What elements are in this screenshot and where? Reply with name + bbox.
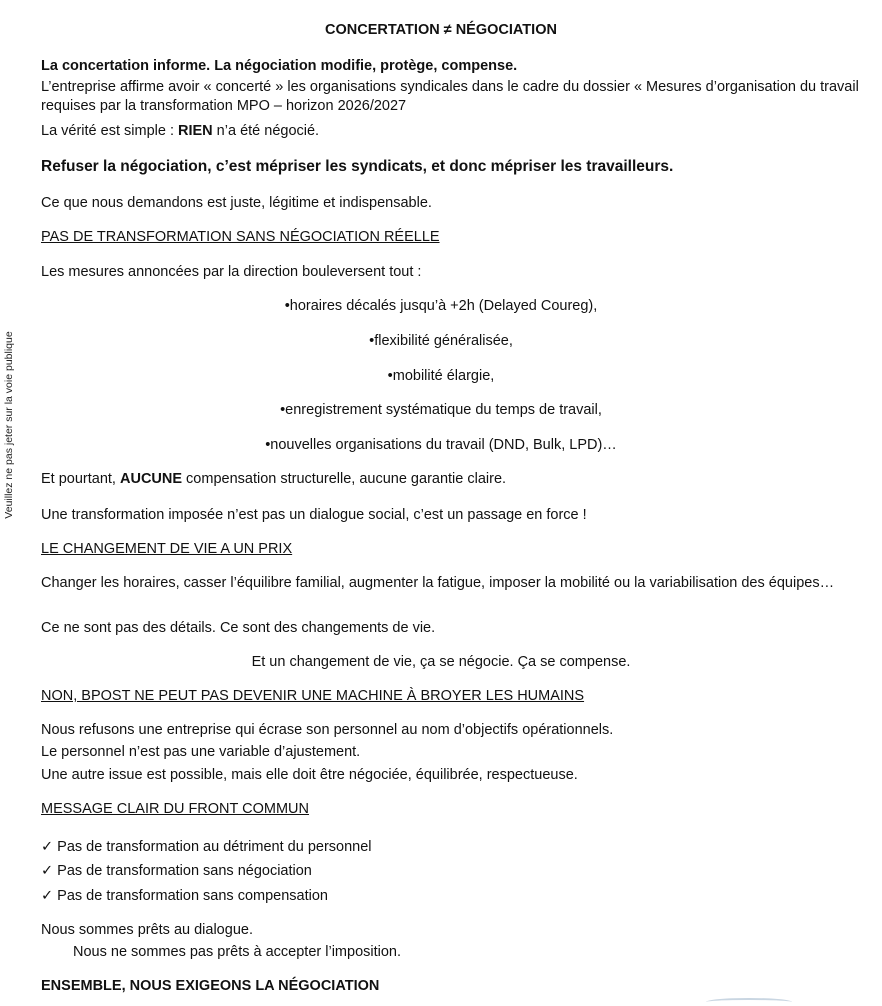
imposed-line: Une transformation imposée n’est pas un dialogue social, c’est un passage en force ! [41,507,587,523]
truth-bold: RIEN [178,123,213,139]
imposition-line: Nous ne sommes pas prêts à accepter l’imposition. [73,944,402,960]
closing-line: ENSEMBLE, NOUS EXIGEONS LA NÉGOCIATION [41,978,380,994]
section2-heading: LE CHANGEMENT DE VIE A UN PRIX [41,541,293,557]
section2-line: Ce ne sont pas des détails. Ce sont des changements de vie. [41,620,436,636]
intro-paragraph: L’entreprise affirme avoir « concerté » les organisations syndicales dans le cadre du dossier « Mesures d’organisation du travail requises par la transformation MPO – horizon 2026/2027 [41,79,859,114]
check-icon: ✓ [41,863,54,879]
bullet-item: •nouvelles organisations du travail (DND, Bulk, LPD)… [265,437,617,453]
check-item-label: Pas de transformation au détriment du personnel [57,839,372,855]
page-title: CONCERTATION ≠ NÉGOCIATION [325,22,557,38]
section1-intro: Les mesures annoncées par la direction bouleversent tout : [41,264,422,280]
pourtant-prefix: Et pourtant, [41,471,120,487]
bullet-item: •horaires décalés jusqu’à +2h (Delayed Coureg), [284,298,598,314]
intro-lead: La concertation informe. La négociation modifie, protège, compense. [41,58,518,74]
section2-centered: Et un changement de vie, ça se négocie. Ça se compense. [251,654,631,670]
pourtant-suffix: compensation structurelle, aucune garantie claire. [182,471,507,487]
check-icon: ✓ [41,888,54,904]
section1-heading: PAS DE TRANSFORMATION SANS NÉGOCIATION RÉELLE [41,229,440,245]
check-item [41,838,372,857]
pourtant-bold: AUCUNE [120,471,183,487]
section2-paragraph: Changer les horaires, casser l’équilibre familial, augmenter la fatigue, imposer la mobilité ou la variabilisation des équipes… [41,575,835,591]
dialogue-line: Nous sommes prêts au dialogue. [41,922,253,938]
bullet-item: •flexibilité généralisée, [369,333,513,349]
check-item [41,862,312,881]
section3-line: Une autre issue est possible, mais elle doit être négociée, équilibrée, respectueuse. [41,767,578,783]
check-item-label: Pas de transformation sans compensation [57,888,328,904]
check-item-label: Pas de transformation sans négociation [57,863,312,879]
section3-line: Le personnel n’est pas une variable d’ajustement. [41,744,361,760]
section3-heading: NON, BPOST NE PEUT PAS DEVENIR UNE MACHINE À BROYER LES HUMAINS [41,688,585,704]
check-item [41,887,328,906]
bullet-item: •enregistrement systématique du temps de travail, [280,402,602,418]
truth-suffix: n’a été négocié. [212,123,320,139]
section3-line: Nous refusons une entreprise qui écrase son personnel au nom d’objectifs opérationnels. [41,722,614,738]
demand-line: Ce que nous demandons est juste, légitime et indispensable. [41,195,432,211]
bullet-item: •mobilité élargie, [387,368,495,384]
check-icon: ✓ [41,839,54,855]
truth-prefix: La vérité est simple : [41,123,178,139]
section4-heading: MESSAGE CLAIR DU FRONT COMMUN [41,801,310,817]
headline: Refuser la négociation, c’est mépriser les syndicats, et donc mépriser les travailleurs. [41,158,674,175]
pourtant-line [41,470,506,489]
side-note: Veuillez ne pas jeter sur la voie publique [3,331,15,519]
truth-line [41,122,319,141]
